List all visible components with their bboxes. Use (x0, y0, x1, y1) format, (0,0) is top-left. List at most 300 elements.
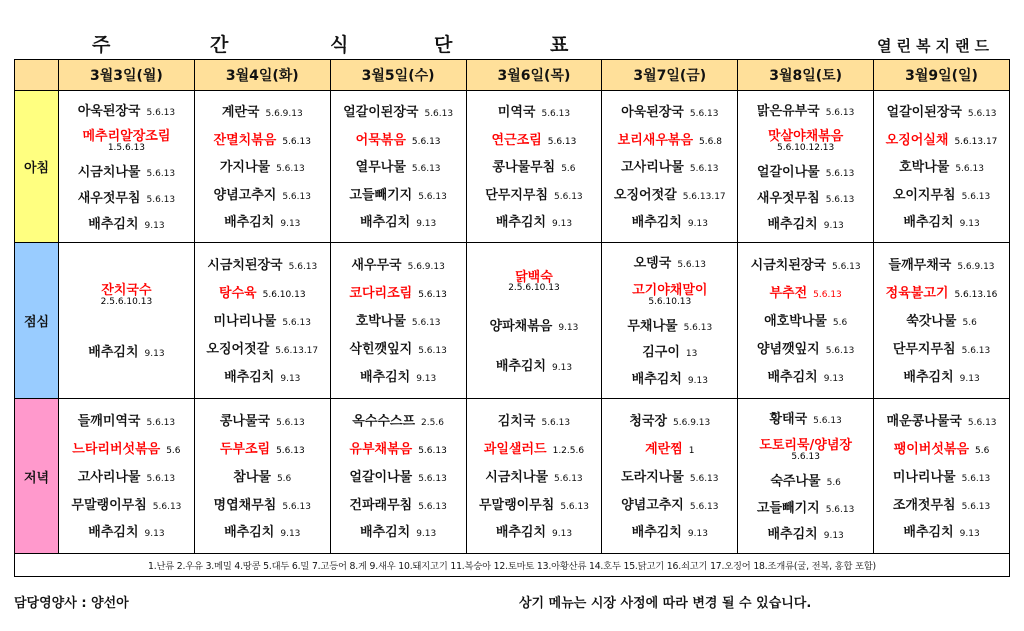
dish-name: 청국장 (629, 413, 668, 429)
dish-name: 단무지무침 (892, 342, 956, 358)
menu-cell (59, 91, 195, 243)
allergen-codes: 9.13 (416, 218, 437, 229)
dish-name: 미역국 (497, 105, 536, 121)
allergen-codes: 9.13 (416, 529, 437, 540)
allergen-codes: 5.6.13 (146, 417, 176, 428)
allergen-codes: 5.6.13 (146, 194, 176, 205)
menu-item (874, 131, 1009, 148)
allergen-codes: 5.6.13 (282, 501, 311, 512)
menu-item (331, 440, 466, 457)
dish-name: 김치국 (497, 413, 536, 429)
allergen-codes: 5.6.13 (541, 109, 571, 120)
menu-item (59, 215, 194, 232)
allergen-codes: 5.6.13 (276, 417, 305, 428)
menu-item (59, 163, 194, 180)
allergen-codes: 5.6.13 (554, 473, 583, 484)
menu-item (874, 440, 1009, 457)
menu-item (195, 340, 330, 357)
dish-name: 참나물 (233, 469, 271, 485)
menu-item (331, 523, 466, 540)
allergen-codes: 9.13 (823, 531, 844, 542)
allergen-codes: 5.6.8 (699, 136, 722, 147)
allergen-codes: 9.13 (687, 375, 708, 386)
dish-name: 옥수수스프 (352, 413, 416, 429)
dish-name: 명엽채무침 (213, 497, 277, 513)
allergen-legend: 1.난류 2.우유 3.메밀 4.땅콩 5.대두 6.밀 7.고등어 8.게 9.새우 10.돼지고기 11.복숭아 12.토마토 13.아황산류 14.호두 15.닭고기 16.쇠고기 17.오징어 18.조개류(굴, 전복, 홍합 포함) (15, 554, 1010, 577)
allergen-codes: 9.13 (280, 374, 301, 385)
dish-name: 부추전 (769, 285, 808, 301)
menu-item (874, 103, 1009, 120)
menu-item (874, 340, 1009, 357)
menu-item (331, 284, 466, 301)
dish-name: 들깨무채국 (888, 257, 952, 273)
menu-item (195, 312, 330, 329)
menu-item (195, 158, 330, 175)
allergen-codes: 9.13 (280, 218, 301, 229)
allergen-codes: 1.5.6.13 (107, 143, 146, 154)
allergen-codes: 5.6.13.17 (682, 191, 726, 202)
allergen-codes: 5.6.13 (961, 501, 991, 512)
menu-item (59, 496, 194, 513)
allergen-codes: 5.6.13.17 (275, 346, 319, 357)
allergen-codes: 5.6.9.13 (265, 109, 303, 120)
allergen-codes: 5.6.13 (825, 107, 855, 118)
allergen-codes: 5.6.13 (961, 191, 991, 202)
menu-item (195, 213, 330, 230)
menu-item (738, 256, 873, 273)
dish-name: 탕수육 (218, 285, 257, 301)
allergen-codes: 5.6 (826, 478, 841, 489)
allergen-codes: 2.5.6.10.13 (100, 296, 153, 307)
dish-name: 호박나물 (355, 314, 406, 330)
dish-name: 배추김치 (631, 371, 682, 387)
menu-item (738, 525, 873, 542)
menu-item (467, 412, 602, 429)
menu-item (331, 103, 466, 120)
allergen-codes: 9.13 (687, 529, 708, 540)
allergen-codes: 5.6.13 (689, 109, 719, 120)
menu-item (602, 281, 737, 307)
allergen-codes: 5.6.13 (554, 191, 583, 202)
allergen-codes: 9.13 (558, 322, 579, 333)
menu-item (59, 189, 194, 206)
day-header: 3월5일(수) (330, 60, 466, 91)
dish-name: 배추김치 (224, 214, 275, 230)
menu-item (467, 523, 602, 540)
menu-item (331, 256, 466, 273)
menu-item (59, 523, 194, 540)
menu-item (331, 496, 466, 513)
allergen-codes: 5.6.13 (146, 473, 176, 484)
allergen-codes: 5.6.13 (825, 168, 855, 179)
page-title (14, 30, 614, 56)
title-char: 단 (434, 34, 453, 56)
menu-item (602, 213, 737, 230)
dish-name: 시금치된장국 (207, 257, 283, 273)
menu-cell (874, 243, 1010, 399)
menu-cell (466, 399, 602, 554)
legend-row (15, 554, 1010, 577)
allergen-codes: 5.6.9.13 (957, 261, 995, 272)
allergen-codes: 5.6.13 (411, 136, 441, 147)
menu-cell (330, 399, 466, 554)
dish-name: 고들빼기지 (349, 187, 413, 203)
allergen-codes: 5.6.13.16 (954, 289, 998, 300)
menu-item (874, 468, 1009, 485)
menu-item (331, 158, 466, 175)
dish-name: 도라지나물 (621, 469, 684, 485)
menu-item (602, 131, 737, 148)
menu-item (738, 163, 873, 180)
dish-name: 고사리나물 (621, 160, 684, 176)
title-char: 식 (330, 34, 349, 56)
dish-name: 정육불고기 (885, 285, 949, 301)
allergen-codes: 5.6.10.13 (648, 296, 692, 307)
menu-item (331, 213, 466, 230)
dish-name: 건파래무침 (349, 497, 413, 513)
dish-name: 애호박나물 (764, 314, 827, 330)
dish-name: 새우젓무침 (77, 190, 141, 206)
allergen-codes: 5.6.13 (288, 261, 318, 272)
allergen-codes: 5.6.13 (825, 194, 855, 205)
dish-name: 미나리나물 (892, 469, 956, 485)
menu-cell (194, 399, 330, 554)
menu-item (602, 440, 737, 457)
allergen-codes: 5.6.13 (961, 346, 991, 357)
menu-item (59, 102, 194, 119)
allergen-codes: 5.6.13 (961, 473, 991, 484)
dish-name: 오이지무침 (892, 187, 956, 203)
dish-name: 오징어젓갈 (206, 342, 270, 358)
menu-item (602, 254, 737, 271)
dish-name: 배추김치 (631, 214, 682, 230)
dish-name: 양념고추지 (213, 187, 277, 203)
dish-name: 배추김치 (495, 214, 547, 230)
menu-item (195, 468, 330, 485)
allergen-codes: 5.6.13 (689, 473, 719, 484)
menu-item (874, 284, 1009, 301)
menu-item (874, 186, 1009, 203)
menu-item (738, 102, 873, 119)
dish-name: 아욱된장국 (77, 103, 141, 119)
menu-item (738, 499, 873, 516)
allergen-codes: 5.6.13 (418, 445, 447, 456)
menu-cell (466, 243, 602, 399)
allergen-codes: 5.6.13 (424, 109, 454, 120)
menu-item (874, 213, 1009, 230)
dish-name: 어묵볶음 (355, 132, 406, 148)
dish-name: 잔멸치볶음 (213, 132, 277, 148)
menu-cell (874, 399, 1010, 554)
dish-name: 계란국 (221, 105, 260, 121)
allergen-codes: 5.6 (975, 445, 990, 456)
dish-name: 계란찜 (645, 441, 683, 457)
menu-item (467, 186, 602, 203)
allergen-codes: 5.6.13 (825, 346, 855, 357)
dish-name: 배추김치 (903, 525, 954, 541)
day-header: 3월9일(일) (874, 60, 1010, 91)
allergen-codes: 5.6.13 (418, 289, 447, 300)
allergen-codes: 9.13 (552, 218, 573, 229)
allergen-codes: 1.2.5.6 (552, 445, 585, 456)
menu-item (602, 468, 737, 485)
dish-name: 시금치나물 (77, 164, 141, 180)
dish-name: 배추김치 (88, 525, 139, 541)
allergen-codes: 5.6.13 (282, 136, 311, 147)
allergen-codes: 5.6.13 (677, 260, 706, 271)
menu-item (195, 412, 330, 429)
menu-item (602, 370, 737, 387)
menu-item (59, 281, 194, 307)
allergen-codes: 5.6.9.13 (673, 417, 711, 428)
menu-item (467, 317, 602, 334)
allergen-codes: 9.13 (144, 529, 165, 540)
dish-name: 무채나물 (627, 318, 678, 334)
dish-name: 팽이버섯볶음 (893, 441, 970, 457)
dish-name: 숙주나물 (770, 474, 821, 490)
dish-name: 단무지무침 (485, 187, 549, 203)
allergen-codes: 2.5.6 (421, 417, 444, 428)
dish-name: 얼갈이나물 (349, 469, 413, 485)
dish-name: 두부조림 (219, 441, 271, 457)
day-header: 3월3일(월) (59, 60, 195, 91)
meal-row (15, 243, 1010, 399)
allergen-codes: 5.6.13 (791, 452, 820, 463)
allergen-codes: 5.6 (276, 473, 292, 484)
dish-name: 고사리나물 (77, 469, 141, 485)
meal-row (15, 399, 1010, 554)
menu-item (467, 496, 602, 513)
dish-name: 콩나물무침 (492, 160, 556, 176)
allergen-codes: 9.13 (959, 529, 980, 540)
menu-item (467, 213, 602, 230)
dish-name: 얼갈이된장국 (886, 105, 962, 121)
dish-name: 배추김치 (903, 214, 954, 230)
dish-name: 배추김치 (224, 525, 275, 541)
dish-name: 배추김치 (767, 216, 818, 232)
menu-cell (194, 91, 330, 243)
allergen-codes: 5.6.13 (560, 501, 589, 512)
dish-name: 미나리나물 (213, 314, 277, 330)
day-header: 3월8일(토) (738, 60, 874, 91)
menu-item (738, 312, 873, 329)
title-char: 간 (210, 34, 229, 56)
dish-name: 얼갈이된장국 (343, 105, 419, 121)
menu-item (195, 103, 330, 120)
allergen-codes: 5.6.13.17 (954, 136, 998, 147)
allergen-codes: 5.6.13 (411, 164, 441, 175)
dietitian-name: 담당영양사 : 양선아 (14, 596, 129, 611)
menu-item (467, 357, 602, 374)
allergen-codes: 2.5.6.10.13 (508, 283, 560, 294)
meal-label: 저녁 (15, 399, 59, 554)
allergen-codes: 9.13 (823, 220, 844, 231)
menu-item (195, 440, 330, 457)
allergen-codes: 9.13 (144, 220, 165, 231)
allergen-codes: 9.13 (552, 529, 573, 540)
dish-name: 보리새우볶음 (617, 132, 694, 148)
menu-item (331, 468, 466, 485)
allergen-codes: 5.6.13 (418, 473, 447, 484)
menu-item (874, 412, 1009, 429)
menu-cell (602, 91, 738, 243)
dish-name: 삭힌깻잎지 (349, 342, 413, 358)
meal-label: 아침 (15, 91, 59, 243)
allergen-codes: 9.13 (144, 349, 165, 360)
menu-item (602, 343, 737, 360)
title-char: 주 (92, 34, 111, 56)
allergen-codes: 9.13 (416, 374, 437, 385)
menu-item (874, 256, 1009, 273)
dish-name: 오뎅국 (633, 256, 672, 272)
menu-item (738, 410, 873, 427)
menu-item (602, 186, 737, 203)
menu-cell (59, 399, 195, 554)
dish-name: 조개젓무침 (892, 497, 956, 513)
menu-item (59, 343, 194, 360)
allergen-codes: 5.6.13 (152, 501, 182, 512)
meal-row (15, 91, 1010, 243)
allergen-codes: 5.6.10.13 (262, 289, 306, 300)
menu-cell (330, 243, 466, 399)
dish-name: 오징어젓갈 (613, 187, 677, 203)
dish-name: 오징어실채 (885, 132, 949, 148)
menu-item (874, 312, 1009, 329)
dish-name: 맑은유부국 (756, 103, 820, 119)
menu-item (467, 268, 602, 294)
menu-item (195, 284, 330, 301)
allergen-codes: 13 (685, 349, 698, 360)
dish-name: 양념깻잎지 (756, 342, 820, 358)
menu-item (602, 496, 737, 513)
allergen-codes: 5.6.13 (967, 109, 997, 120)
allergen-codes: 5.6.13 (541, 417, 571, 428)
menu-item (195, 256, 330, 273)
menu-cell (602, 243, 738, 399)
menu-item (602, 523, 737, 540)
dish-name: 무말랭이무침 (478, 497, 555, 513)
dish-name: 배추김치 (495, 358, 547, 374)
menu-item (195, 186, 330, 203)
menu-item (738, 472, 873, 489)
dish-name: 콩나물국 (219, 413, 271, 429)
allergen-codes: 5.6.13 (418, 191, 447, 202)
allergen-codes: 5.6.13 (282, 318, 311, 329)
day-header: 3월4일(화) (194, 60, 330, 91)
notice-text: 상기 메뉴는 시장 사정에 따라 변경 될 수 있습니다. (519, 596, 812, 611)
allergen-codes: 5.6 (962, 318, 977, 329)
allergen-codes: 5.6.13 (955, 164, 984, 175)
dish-name: 배추김치 (767, 370, 818, 386)
dish-name: 잔치국수 (101, 282, 152, 298)
allergen-codes: 9.13 (552, 362, 573, 373)
menu-cell (738, 91, 874, 243)
menu-item (874, 496, 1009, 513)
allergen-codes: 5.6.13 (547, 136, 577, 147)
dish-name: 시금치된장국 (750, 257, 826, 273)
menu-cell (194, 243, 330, 399)
dish-name: 배추김치 (495, 525, 547, 541)
menu-item (467, 131, 602, 148)
allergen-codes: 9.13 (823, 374, 844, 385)
dish-name: 과일샐러드 (483, 441, 547, 457)
allergen-codes: 5.6 (166, 445, 181, 456)
menu-item (467, 468, 602, 485)
allergen-codes: 9.13 (280, 529, 301, 540)
allergen-codes: 5.6.13 (683, 322, 713, 333)
menu-item (331, 340, 466, 357)
dish-name: 아욱된장국 (621, 105, 684, 121)
menu-item (59, 440, 194, 457)
allergen-codes: 5.6.13 (418, 346, 447, 357)
dish-name: 맛살야채볶음 (767, 129, 844, 145)
allergen-codes: 5.6.13 (411, 318, 441, 329)
menu-item (738, 284, 873, 301)
menu-cell (59, 243, 195, 399)
menu-item (602, 317, 737, 334)
menu-item (874, 158, 1009, 175)
menu-item (59, 468, 194, 485)
dish-name: 배추김치 (631, 525, 682, 541)
dish-name: 고기야채말이 (632, 282, 708, 298)
meal-label: 점심 (15, 243, 59, 399)
allergen-codes: 1 (688, 445, 695, 456)
dish-name: 호박나물 (899, 160, 950, 176)
menu-item (738, 127, 873, 153)
allergen-codes: 5.6.13 (813, 289, 842, 300)
menu-item (331, 312, 466, 329)
allergen-codes: 5.6.13 (418, 501, 447, 512)
dish-name: 새우젓무침 (756, 190, 820, 206)
allergen-codes: 5.6.13 (146, 107, 176, 118)
dish-name: 연근조림 (491, 132, 542, 148)
dish-name: 새우무국 (351, 257, 402, 273)
allergen-codes: 9.13 (959, 374, 980, 385)
dish-name: 들깨미역국 (77, 413, 141, 429)
menu-item (738, 340, 873, 357)
menu-item (331, 368, 466, 385)
day-header: 3월7일(금) (602, 60, 738, 91)
menu-item (467, 103, 602, 120)
menu-cell (874, 91, 1010, 243)
menu-item (331, 186, 466, 203)
menu-item (738, 215, 873, 232)
dish-name: 배추김치 (88, 216, 139, 232)
menu-item (738, 436, 873, 462)
menu-item (59, 127, 194, 153)
dish-name: 배추김치 (359, 214, 411, 230)
allergen-codes: 5.6.13 (967, 417, 997, 428)
title-char: 표 (550, 34, 569, 56)
dish-name: 가지나물 (219, 160, 271, 176)
allergen-codes: 5.6.13 (146, 168, 176, 179)
dish-name: 황태국 (769, 412, 808, 428)
dish-name: 닭백숙 (515, 269, 553, 285)
dish-name: 배추김치 (359, 525, 411, 541)
menu-item (195, 368, 330, 385)
dish-name: 유부채볶음 (349, 441, 413, 457)
dish-name: 배추김치 (88, 345, 139, 361)
dish-name: 느타리버섯볶음 (72, 441, 161, 457)
allergen-codes: 5.6.13 (813, 416, 842, 427)
allergen-codes: 5.6.13 (276, 445, 305, 456)
allergen-codes: 5.6.13 (832, 261, 861, 272)
menu-item (738, 368, 873, 385)
dish-name: 시금치나물 (485, 469, 549, 485)
menu-cell (738, 243, 874, 399)
weekly-menu-table (14, 59, 1010, 577)
menu-cell (738, 399, 874, 554)
